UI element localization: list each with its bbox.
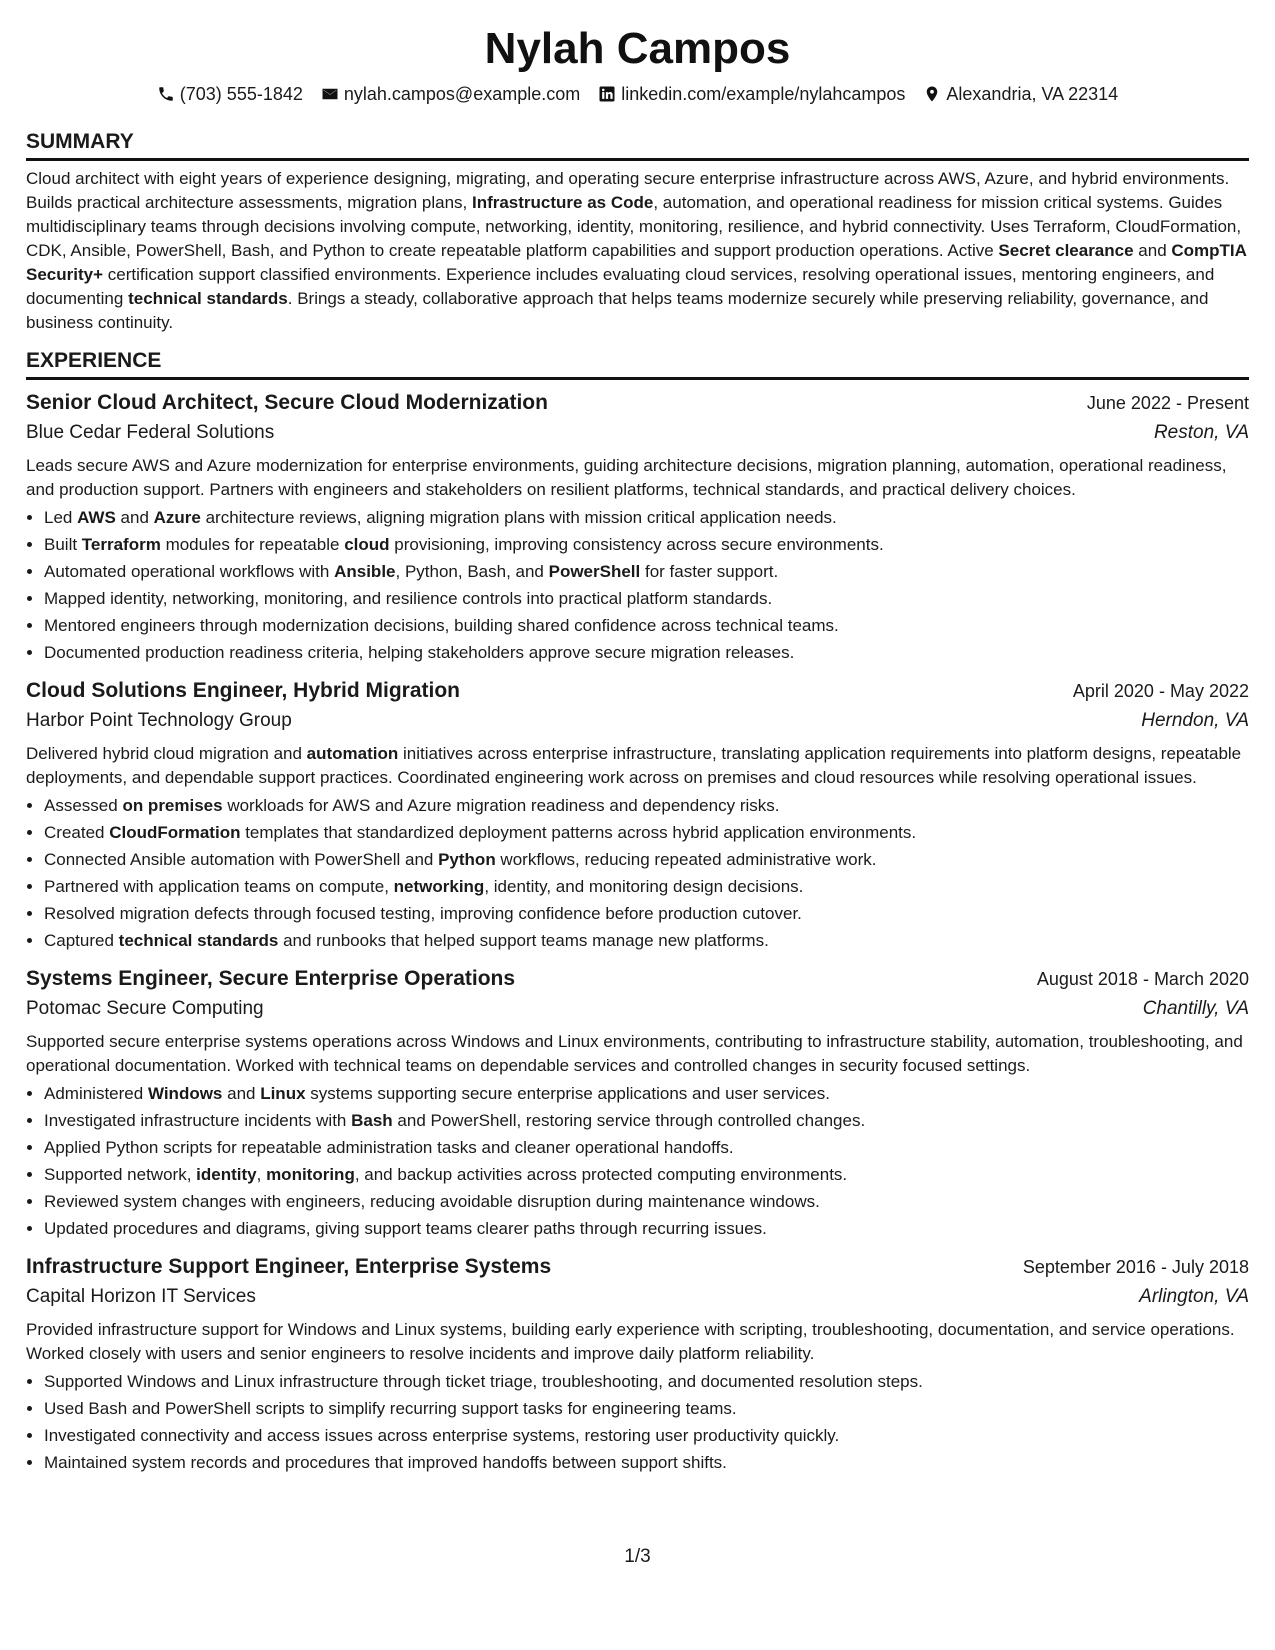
bold-keyword: Infrastructure as Code [471,193,654,212]
job-description: Supported secure enterprise systems operations across Windows and Linux environments, contributing to infrastructure stability, automation, troubleshooting, and operational documentation. Worked with technical teams on dependable services and controlled changes in security focused settings. [26,1032,1243,1075]
bullet-item: • Automated operational workflows with Ansible, Python, Bash, and PowerShell for faster support. [44,558,1249,585]
job-subheader [26,706,1249,736]
linkedin-url[interactable]: linkedin.com/example/nylahcampos [621,84,906,104]
job-entry [26,1252,1249,1476]
email-address[interactable]: nylah.campos@example.com [343,84,581,104]
bold-keyword: monitoring [266,1165,355,1184]
bold-keyword: Ansible [334,562,396,581]
experience-heading: EXPERIENCE [26,347,1249,380]
phone-icon [157,85,175,103]
bullet-item: • Mapped identity, networking, monitoring, and resilience controls into practical platform standards. [44,585,1249,612]
bullet-item: • Investigated infrastructure incidents with Bash and PowerShell, restoring service through controlled changes. [44,1107,1249,1134]
job-subheader [26,418,1249,448]
bullet-item: • Investigated connectivity and access issues across enterprise systems, restoring user productivity quickly. [44,1422,1249,1449]
job-location: Chantilly, VA [1142,998,1249,1019]
bold-keyword: Windows [147,1084,223,1103]
bullet-item: • Documented production readiness criteria, helping stakeholders approve secure migration releases. [44,639,1249,666]
job-header [26,676,1249,706]
location-pin-icon [923,85,941,103]
job-header [26,964,1249,994]
bullet-item: • Applied Python scripts for repeatable administration tasks and cleaner operational handoffs. [44,1134,1249,1161]
bold-keyword: identity [196,1165,257,1184]
linkedin-icon [598,85,616,103]
phone-number[interactable]: (703) 555-1842 [179,84,303,104]
candidate-name: Nylah Campos [484,24,791,73]
bullet-item: • Resolved migration defects through focused testing, improving confidence before production cutover. [44,900,1249,927]
bullet-item: • Supported Windows and Linux infrastructure through ticket triage, troubleshooting, and documented resolution steps. [44,1368,1249,1395]
bold-keyword: Python [438,850,496,869]
bold-keyword: Bash [351,1111,393,1130]
bullet-item: • Mentored engineers through modernization decisions, building shared confidence across technical teams. [44,612,1249,639]
bold-keyword: CompTIA Security+ [26,241,1247,284]
bullet-item: • Led AWS and Azure architecture reviews, aligning migration plans with mission critical application needs. [44,504,1249,531]
bold-keyword: Terraform [81,535,161,554]
job-dates: April 2020 - May 2022 [1072,681,1249,701]
page-number: 1/3 [624,1546,651,1567]
bold-keyword: Linux [260,1084,306,1103]
email-icon [321,85,339,103]
job-title: Cloud Solutions Engineer, Hybrid Migration [26,679,461,702]
job-subheader [26,1282,1249,1312]
contact-phone [157,82,303,106]
job-header [26,1252,1249,1282]
job-dates: June 2022 - Present [1086,393,1249,413]
experience-list [26,388,1249,1476]
job-company: Harbor Point Technology Group [26,710,292,731]
bullet-item: • Created CloudFormation templates that standardized deployment patterns across hybrid application environments. [44,819,1249,846]
bullet-item: • Connected Ansible automation with PowerShell and Python workflows, reducing repeated administrative work. [44,846,1249,873]
job-title: Senior Cloud Architect, Secure Cloud Modernization [26,391,548,414]
bold-keyword: Azure [153,508,201,527]
job-subheader [26,994,1249,1024]
job-entry [26,388,1249,666]
job-company: Blue Cedar Federal Solutions [26,422,275,443]
job-entry [26,964,1249,1242]
bold-keyword: CloudFormation [109,823,241,842]
job-company: Capital Horizon IT Services [26,1286,256,1307]
resume-page [26,22,1249,1476]
job-bullets [26,1368,1249,1476]
bold-keyword: Secret clearance [998,241,1134,260]
summary-text: Cloud architect with eight years of experience designing, migrating, and operating secure enterprise infrastructure across AWS, Azure, and hybrid environments. Builds practical architecture assessments, migration plans, Infrastructure as Code, automation, and operational readiness for mission critical systems. Guides multidisciplinary teams through decisions involving compute, networking, identity, monitoring, resilience, and hybrid connectivity. Uses Terraform, CloudFormation, CDK, Ansible, PowerShell, Bash, and Python to create repeatable platform capabilities and support production operations. Active Secret clearance and CompTIA Security+ certification support classified environments. Experience includes evaluating cloud services, resolving operational issues, mentoring engineers, and documenting technical standards. Brings a steady, collaborative approach that helps teams modernize securely while preserving reliability, governance, and business continuity. [26,169,1247,332]
bold-keyword: technical standards [118,931,279,950]
job-location: Arlington, VA [1139,1286,1249,1307]
bullet-item: • Maintained system records and procedures that improved handoffs between support shifts. [44,1449,1249,1476]
job-company: Potomac Secure Computing [26,998,264,1019]
bold-keyword: on premises [122,796,223,815]
contact-linkedin [598,82,905,106]
job-location: Reston, VA [1153,422,1249,443]
bullet-item: • Captured technical standards and runbooks that helped support teams manage new platforms. [44,927,1249,954]
job-description: Delivered hybrid cloud migration and automation initiatives across enterprise infrastructure, translating application requirements into platform designs, repeatable deployments, and dependable support practices. Coordinated engineering work across on premises and cloud resources while resolving operational issues. [26,744,1242,787]
bold-keyword: PowerShell [548,562,641,581]
bullet-item: • Built Terraform modules for repeatable cloud provisioning, improving consistency across secure environments. [44,531,1249,558]
bold-keyword: AWS [77,508,116,527]
job-title: Infrastructure Support Engineer, Enterprise Systems [26,1255,552,1278]
job-bullets [26,1080,1249,1242]
contact-location [923,82,1118,106]
bullet-item: • Reviewed system changes with engineers, reducing avoidable disruption during maintenance windows. [44,1188,1249,1215]
bullet-item: • Supported network, identity, monitoring, and backup activities across protected computing environments. [44,1161,1249,1188]
bullet-item: • Administered Windows and Linux systems supporting secure enterprise applications and user services. [44,1080,1249,1107]
location-text: Alexandria, VA 22314 [946,84,1119,104]
contact-email [321,82,580,106]
job-bullets [26,792,1249,954]
job-location: Herndon, VA [1141,710,1249,731]
job-description: Provided infrastructure support for Windows and Linux systems, building early experience with scripting, troubleshooting, documentation, and service operations. Worked closely with users and senior engineers to resolve incidents and improve daily platform reliability. [26,1320,1235,1363]
bullet-item: • Updated procedures and diagrams, giving support teams clearer paths through recurring issues. [44,1215,1249,1242]
summary-heading: SUMMARY [26,128,1249,161]
job-dates: September 2016 - July 2018 [1022,1257,1249,1277]
bold-keyword: networking [393,877,485,896]
job-description: Leads secure AWS and Azure modernization for enterprise environments, guiding architecture decisions, migration planning, automation, operational readiness, and production support. Partners with engineers and stakeholders on resilient platforms, technical standards, and practical delivery choices. [26,456,1227,499]
job-header [26,388,1249,418]
bullet-item: • Used Bash and PowerShell scripts to simplify recurring support tasks for engineering teams. [44,1395,1249,1422]
bold-keyword: technical standards [128,289,288,308]
contact-bar [26,82,1249,106]
job-bullets [26,504,1249,666]
job-dates: August 2018 - March 2020 [1036,969,1249,989]
job-entry [26,676,1249,954]
bold-keyword: cloud [344,535,390,554]
bullet-item: • Assessed on premises workloads for AWS and Azure migration readiness and dependency risks. [44,792,1249,819]
job-title: Systems Engineer, Secure Enterprise Operations [26,967,516,990]
bullet-item: • Partnered with application teams on compute, networking, identity, and monitoring design decisions. [44,873,1249,900]
bold-keyword: automation [306,744,399,763]
